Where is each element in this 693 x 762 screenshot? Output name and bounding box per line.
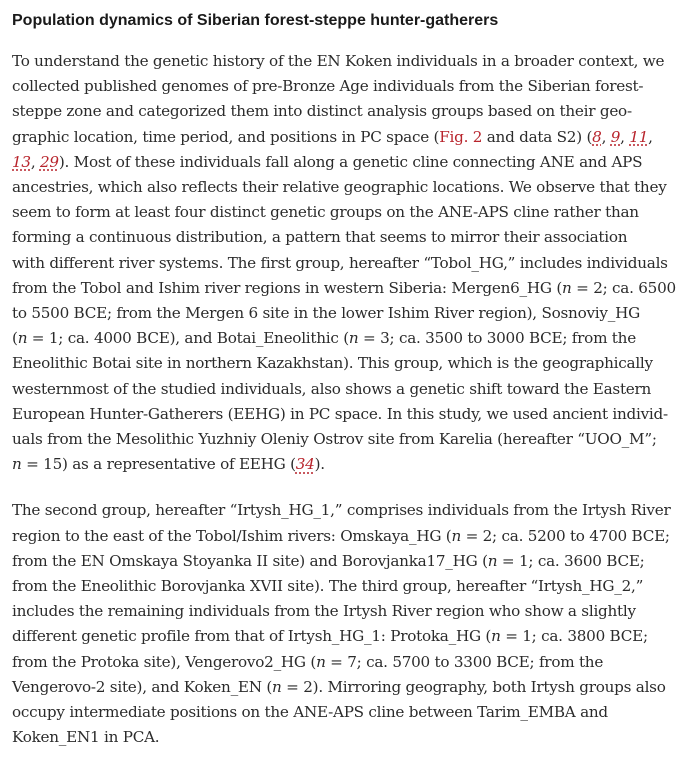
text-line bbox=[12, 326, 680, 351]
text-line: To understand the genetic history of the EN Koken individuals in a broader context, we bbox=[12, 52, 665, 70]
text-segment: from the Protoka site), Vengerovo2_HG ( bbox=[12, 652, 317, 671]
text-segment: region to the east of the Tobol/Ishim rivers: Omskaya_HG ( bbox=[12, 526, 452, 545]
text-line: uals from the Mesolithic Yuzhniy Oleniy Ostrov site from Karelia (hereafter “UOO_M”; bbox=[12, 430, 657, 449]
section-heading: Population dynamics of Siberian forest-steppe hunter-gatherers bbox=[12, 12, 499, 29]
text-line: forming a continuous distribution, a pattern that seems to mirror their association bbox=[12, 228, 628, 247]
citation-link-11[interactable]: 11 bbox=[629, 127, 649, 146]
text-segment: from the Tobol and Ishim river regions in western Siberia: Mergen6_HG ( bbox=[12, 278, 563, 297]
text-segment: different genetic profile from that of Irtysh_HG_1: Protoka_HG ( bbox=[12, 627, 492, 646]
text-line bbox=[12, 524, 680, 549]
text-line: steppe zone and categorized them into distinct analysis groups based on their geo- bbox=[12, 102, 632, 121]
text-line: seem to form at least four distinct genetic groups on the ANE-APS cline rather than bbox=[12, 203, 639, 222]
text-segment: = 3; ca. 3500 to 3000 BCE; from the bbox=[358, 329, 636, 348]
text-segment: from the EN Omskaya Stoyanka II site) and Borovjanka17_HG ( bbox=[12, 551, 488, 570]
text-line: to 5500 BCE; from the Mergen 6 site in the lower Ishim River region), Sosnoviy_HG bbox=[12, 304, 640, 323]
sample-size-n: n bbox=[348, 329, 359, 348]
text-line bbox=[12, 624, 680, 649]
text-segment: = 1; ca. 3800 BCE; bbox=[500, 627, 648, 646]
citation-link-13[interactable]: 13 bbox=[12, 152, 31, 171]
text-segment: , bbox=[601, 127, 611, 146]
sample-size-n: n bbox=[491, 627, 501, 646]
text-line: from the Eneolithic Borovjanka XVII site). The third group, hereafter “Irtysh_HG_2,” bbox=[12, 577, 644, 596]
text-segment: ). bbox=[314, 455, 325, 474]
sample-size-n: n bbox=[487, 551, 498, 570]
citation-link-9[interactable]: 9 bbox=[610, 127, 621, 146]
text-line: Eneolithic Botai site in northern Kazakhstan). This group, which is the geographically bbox=[12, 354, 653, 373]
text-segment: = 15) as a representative of EEHG ( bbox=[21, 455, 296, 474]
sample-size-n: n bbox=[272, 677, 282, 696]
text-line bbox=[12, 650, 680, 675]
text-segment: , bbox=[620, 127, 630, 146]
text-segment: and data S2) ( bbox=[482, 127, 593, 146]
text-line bbox=[12, 452, 680, 477]
text-line: ancestries, which also reflects their relative geographic locations. We observe that they bbox=[12, 178, 667, 197]
text-line bbox=[12, 125, 680, 150]
article-body bbox=[12, 10, 680, 750]
text-segment: ). Most of these individuals fall along a genetic cline connecting ANE and APS bbox=[58, 152, 643, 171]
citation-link-29[interactable]: 29 bbox=[39, 152, 59, 171]
text-segment: ( bbox=[12, 329, 18, 348]
text-line: westernmost of the studied individuals, also shows a genetic shift toward the Eastern bbox=[12, 379, 652, 398]
figure-2-link[interactable]: Fig. 2 bbox=[439, 127, 483, 146]
text-segment: , bbox=[648, 127, 653, 146]
sample-size-n: n bbox=[17, 329, 28, 348]
text-segment: graphic location, time period, and positions in PC space ( bbox=[12, 127, 440, 146]
text-segment: Vengerovo-2 site), and Koken_EN ( bbox=[12, 677, 273, 696]
text-segment: = 2; ca. 5200 to 4700 BCE; bbox=[461, 526, 670, 545]
text-line: Koken_EN1 in PCA. bbox=[12, 728, 160, 747]
text-segment: = 2). Mirroring geography, both Irtysh groups also bbox=[281, 677, 666, 696]
citation-link-8[interactable]: 8 bbox=[592, 127, 602, 146]
text-segment: = 1; ca. 3600 BCE; bbox=[497, 551, 645, 570]
text-line bbox=[12, 150, 680, 175]
paragraph-2 bbox=[12, 498, 680, 750]
text-line: European Hunter-Gatherers (EEHG) in PC space. In this study, we used ancient individ- bbox=[12, 404, 668, 423]
sample-size-n: n bbox=[451, 526, 462, 545]
text-line bbox=[12, 549, 680, 574]
paragraph-1 bbox=[12, 49, 680, 477]
text-line: occupy intermediate positions on the ANE-APS cline between Tarim_EMBA and bbox=[12, 703, 608, 722]
sample-size-n: n bbox=[562, 278, 572, 297]
text-line bbox=[12, 276, 680, 301]
text-segment: = 1; ca. 4000 BCE), and Botai_Eneolithic ( bbox=[27, 329, 349, 348]
text-segment: = 7; ca. 5700 to 3300 BCE; from the bbox=[325, 652, 604, 671]
text-line: includes the remaining individuals from the Irtysh River region who show a slightly bbox=[12, 602, 636, 621]
text-line: collected published genomes of pre-Bronze Age individuals from the Siberian forest- bbox=[12, 77, 644, 96]
text-line: The second group, hereafter “Irtysh_HG_1,” comprises individuals from the Irtysh River bbox=[12, 501, 671, 520]
citation-link-34[interactable]: 34 bbox=[295, 455, 315, 474]
text-segment: , bbox=[30, 152, 40, 171]
text-line: with different river systems. The first group, hereafter “Tobol_HG,” includes individuals bbox=[12, 253, 668, 272]
sample-size-n: n bbox=[316, 652, 326, 671]
sample-size-n: n bbox=[12, 455, 22, 474]
text-line bbox=[12, 675, 680, 700]
text-segment: = 2; ca. 6500 bbox=[571, 278, 676, 297]
